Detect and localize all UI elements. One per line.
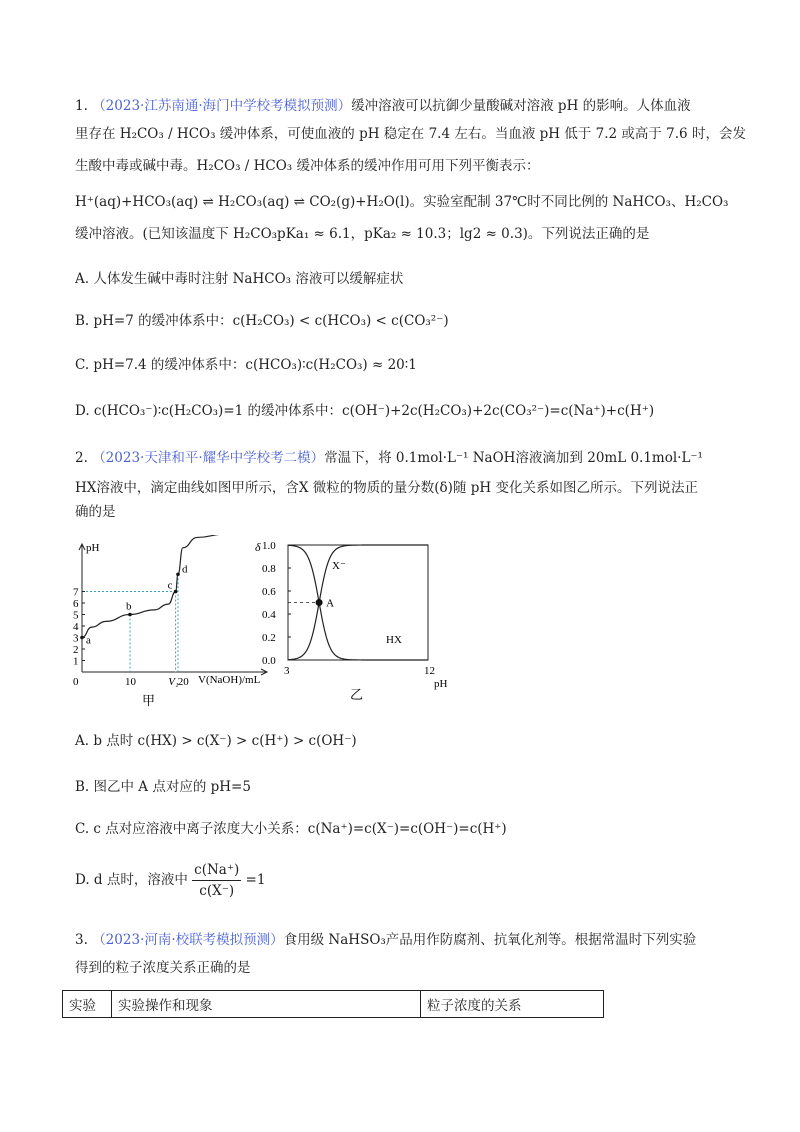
point-b-label: b (126, 600, 132, 613)
chart-caption: 乙 (350, 687, 364, 702)
y-tick-label: 0.8 (262, 563, 276, 575)
table-header-row (63, 991, 604, 1018)
point-a-label: a (86, 634, 91, 647)
q1-option-b[interactable]: B. pH=7 的缓冲体系中：c(H₂CO₃) < c(HCO₃) < c(CO₃²⁻) (75, 313, 449, 329)
q3-source: （2023·河南·校联考模拟预测） (92, 932, 284, 948)
hx-series-label: HX (386, 634, 402, 646)
y-tick-label: 3 (73, 632, 79, 645)
point-c-label: c (167, 579, 173, 592)
x-tick-label: 3 (284, 665, 290, 677)
experiment-table (62, 990, 604, 1018)
y-tick-label: 1 (73, 655, 79, 668)
x-tick-label: 12 (424, 665, 435, 677)
y-axis-label: δ (255, 540, 261, 554)
y-tick-label: 6 (73, 598, 79, 610)
x-tick-label: 10 (125, 676, 136, 688)
table-header-cell: 粒子浓度的关系 (421, 991, 604, 1018)
point-c-marker (174, 590, 178, 594)
x-axis-label: pH (434, 678, 448, 690)
q2-option-c[interactable]: C. c 点对应溶液中离子浓度大小关系：c(Na⁺)=c(X⁻)=c(OH⁻)=c(H⁺) (75, 821, 507, 837)
q2-option-b[interactable]: B. 图乙中 A 点对应的 pH=5 (75, 779, 251, 795)
q3-line1: 3. （2023·河南·校联考模拟预测）食用级 NaHSO₃产品用作防腐剂、抗氧化剂等。根据常温时下列实验 (75, 932, 697, 948)
y-tick-label: 4 (73, 621, 79, 633)
y-axis-label: pH (86, 542, 100, 554)
q2-line2: HX溶液中，滴定曲线如图甲所示，含X 微粒的物质的量分数(δ)随 pH 变化关系如图乙所示。下列说法正 (75, 480, 698, 496)
q2-source: （2023·天津和平·耀华中学校考二模） (92, 450, 325, 466)
table-header-cell: 实验 (63, 991, 112, 1018)
q2-line3: 确的是 (75, 504, 116, 520)
table-header-cell: 实验操作和现象 (112, 991, 421, 1018)
chart-caption: 甲 (142, 693, 156, 708)
q1-line3: 生酸中毒或碱中毒。H₂CO₃ / HCO₃ 缓冲体系的缓冲作用可用下列平衡表示： (75, 158, 540, 174)
fraction: $\frac{c(Na^+)}{c(X^-)}$ (194, 862, 240, 899)
point-d-label: d (182, 563, 188, 576)
y-tick-label: 5 (73, 609, 79, 622)
titration-chart (62, 535, 277, 710)
y-tick-label: 2 (73, 644, 79, 656)
x-axis-label: V(NaOH)/mL (198, 674, 261, 686)
y-tick-label: 7 (73, 586, 79, 599)
q1-line5: 缓冲溶液。(已知该温度下 H₂CO₃pKa₁ ≈ 6.1，pKa₂ ≈ 10.3；lg2 ≈ 0.3)。下列说法正确的是 (75, 226, 650, 242)
q1-line2: 里存在 H₂CO₃ / HCO₃ 缓冲体系，可使血液的 pH 稳定在 7.4 左右。当血液 pH 低于 7.2 或高于 7.6 时，会发 (75, 126, 746, 142)
q1-line4: H⁺(aq)+HCO₃(aq) ⇌ H₂CO₃(aq) ⇌ CO₂(g)+H₂O(l)。实验室配制 37℃时不同比例的 NaHCO₃、H₂CO₃ (75, 194, 729, 210)
y-tick-label: 0.2 (262, 632, 276, 644)
q1-option-c[interactable]: C. pH=7.4 的缓冲体系中：c(HCO₃)∶c(H₂CO₃) ≈ 20∶1 (75, 357, 417, 373)
q1-number: 1. (75, 98, 88, 114)
x-tick-label: V₁ (168, 676, 179, 688)
y-tick-label: 1.0 (262, 540, 276, 552)
y-tick-label: 0.6 (262, 586, 276, 598)
q3-line2: 得到的粒子浓度关系正确的是 (75, 960, 251, 976)
x-tick-label: 20 (177, 676, 189, 688)
q1-option-a[interactable]: A. 人体发生碱中毒时注射 NaHCO₃ 溶液可以缓解症状 (75, 271, 404, 287)
distribution-chart (250, 535, 460, 705)
y-tick-label: 0.0 (262, 655, 276, 667)
q1-source: （2023·江苏南通·海门中学校考模拟预测） (92, 98, 352, 114)
q2-option-a[interactable]: A. b 点时 c(HX) > c(X⁻) > c(H⁺) > c(OH⁻) (75, 733, 357, 749)
point-a-label: A (326, 597, 335, 610)
point-a-marker (316, 599, 323, 606)
titration-curve (82, 535, 226, 638)
q1-option-d[interactable]: D. c(HCO₃⁻)∶c(H₂CO₃)=1 的缓冲体系中：c(OH⁻)+2c(H₂CO₃)+2c(CO₃²⁻)=c(Na⁺)+c(H⁺) (75, 403, 655, 419)
x-tick-label: 0 (73, 676, 79, 688)
q2-line1: 2. （2023·天津和平·耀华中学校考二模）常温下，将 0.1mol·L⁻¹ NaOH溶液滴加到 20mL 0.1mol·L⁻¹ (75, 450, 703, 466)
y-tick-label: 0.4 (262, 609, 276, 621)
point-d-marker (176, 572, 180, 576)
point-b-marker (128, 613, 132, 617)
x-minus-series-label: X⁻ (332, 560, 346, 572)
q3-number: 3. (75, 932, 88, 948)
q1-line1: 1. （2023·江苏南通·海门中学校考模拟预测）缓冲溶液可以抗御少量酸碱对溶液 pH 的影响。人体血液 (75, 98, 691, 114)
q2-number: 2. (75, 450, 88, 466)
q2-option-d[interactable]: D. d 点时，溶液中 $\frac{c(Na^+)}{c(X^-)}$ =1 (75, 862, 266, 899)
